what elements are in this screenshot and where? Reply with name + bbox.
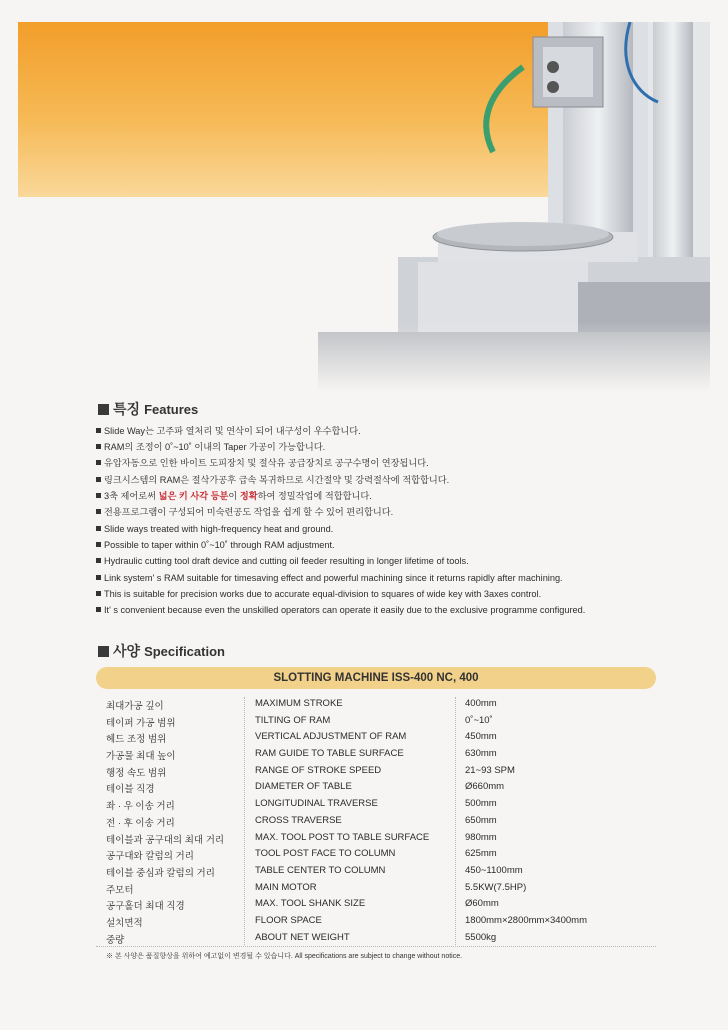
list-item: Hydraulic cutting tool draft device and cutting oil feeder resulting in longer lifetime of tools. — [96, 553, 585, 569]
spec-value: 1800mm×2800mm×3400mm — [465, 914, 587, 926]
spec-label-en: MAIN MOTOR — [255, 881, 317, 893]
spec-value: 450~1100mm — [465, 864, 523, 876]
spec-value: 500mm — [465, 798, 497, 810]
table-row — [96, 831, 656, 848]
spec-label-ko: 테이블 중심과 칼럼의 거리 — [106, 867, 215, 879]
table-row — [96, 764, 656, 781]
spec-label-en: TOOL POST FACE TO COLUMN — [255, 848, 396, 860]
spec-label-ko: 설치면적 — [106, 917, 143, 929]
spec-value: 650mm — [465, 814, 497, 826]
spec-label-en: CROSS TRAVERSE — [255, 814, 342, 826]
spec-value: 980mm — [465, 831, 497, 843]
disclaimer-note: ※ 본 사양은 품질향상을 위하여 예고없이 변경될 수 있습니다. All specifications are subject to change without notice. — [106, 953, 463, 960]
spec-value: 5500kg — [465, 931, 497, 943]
specification-title-ko: 사양 — [113, 644, 141, 660]
spec-label-en: ABOUT NET WEIGHT — [255, 931, 350, 943]
highlight-text: 정확 — [239, 490, 258, 501]
table-row — [96, 847, 656, 864]
table-row — [96, 931, 656, 948]
table-row — [96, 864, 656, 881]
features-list-ko — [96, 423, 449, 520]
specification-heading — [98, 641, 225, 661]
table-row — [96, 881, 656, 898]
spec-label-en: TABLE CENTER TO COLUMN — [255, 864, 386, 876]
spec-value: 400mm — [465, 698, 497, 709]
spec-label-ko: 테이블과 공구대의 최대 거리 — [106, 834, 225, 846]
table-row — [96, 714, 656, 731]
spec-label-ko: 가공물 최대 높이 — [106, 751, 176, 763]
spec-value: 625mm — [465, 848, 497, 860]
spec-value: 0˚~10˚ — [465, 714, 493, 726]
spec-label-en: RAM GUIDE TO TABLE SURFACE — [255, 748, 404, 760]
spec-label-en: MAX. TOOL POST TO TABLE SURFACE — [255, 831, 430, 843]
spec-label-ko: 행정 속도 범위 — [106, 767, 167, 779]
features-list-en — [96, 521, 585, 618]
highlight-text: 넓은 키 사각 등분 — [158, 490, 229, 501]
features-title-ko: 특징 — [113, 402, 141, 418]
list-item: This is suitable for precision works due to accurate equal-division to squares of wide key with 3axes control. — [96, 586, 585, 602]
list-item: RAM의 조정이 0˚~10˚ 이내의 Taper 가공이 가능합니다. — [96, 439, 449, 455]
table-row — [96, 747, 656, 764]
table-row — [96, 797, 656, 814]
spec-value: 630mm — [465, 748, 497, 760]
spec-label-en: LONGITUDINAL TRAVERSE — [255, 798, 378, 810]
section-square-icon — [98, 646, 109, 657]
list-item: Link system' s RAM suitable for timesaving effect and powerful machining since it returns rapidly after machining. — [96, 570, 585, 586]
spec-label-en: VERTICAL ADJUSTMENT OF RAM — [255, 731, 407, 743]
spec-label-ko: 최대가공 깊이 — [106, 701, 164, 712]
spec-label-ko: 주모터 — [106, 884, 134, 896]
machine-photo — [18, 22, 710, 392]
spec-value: Ø60mm — [465, 898, 499, 910]
spec-value: 5.5KW(7.5HP) — [465, 881, 527, 893]
spec-label-ko: 헤드 조정 범위 — [106, 734, 167, 746]
list-item: 3축 제어로써 넓은 키 사각 등분이 정확하여 정밀작업에 적합합니다. — [96, 488, 449, 504]
table-row — [96, 780, 656, 797]
spec-label-ko: 중량 — [106, 934, 125, 946]
spec-label-en: FLOOR SPACE — [255, 914, 322, 926]
spec-table — [96, 697, 656, 947]
spec-label-ko: 좌 · 우 이송 거리 — [106, 801, 175, 813]
specification-title-en: Specification — [144, 643, 225, 659]
spec-label-en: MAX. TOOL SHANK SIZE — [255, 898, 366, 910]
spec-label-ko: 테이블 직경 — [106, 784, 155, 796]
table-row — [96, 697, 656, 714]
list-item: 전용프로그램이 구성되어 미숙련공도 작업을 쉽게 할 수 있어 편리합니다. — [96, 504, 449, 520]
list-item: It' s convenient because even the unskilled operators can operate it easily due to the exclusive programme configured. — [96, 602, 585, 618]
list-item: Slide ways treated with high-frequency heat and ground. — [96, 521, 585, 537]
spec-value: 21~93 SPM — [465, 764, 515, 776]
spec-label-ko: 공구대와 칼럼의 거리 — [106, 851, 194, 863]
section-square-icon — [98, 404, 109, 415]
spec-label-en: DIAMETER OF TABLE — [255, 781, 352, 793]
features-heading — [98, 399, 198, 419]
spec-label-en: MAXIMUM STROKE — [255, 698, 343, 709]
spec-label-ko: 테이퍼 가공 범위 — [106, 717, 176, 729]
table-bottom-rule — [96, 946, 656, 947]
table-row — [96, 914, 656, 931]
spec-label-ko: 전 · 후 이송 거리 — [106, 817, 175, 829]
table-row — [96, 814, 656, 831]
features-title-en: Features — [144, 401, 199, 417]
table-row — [96, 897, 656, 914]
list-item: Possible to taper within 0˚~10˚ through RAM adjustment. — [96, 537, 585, 553]
spec-value: 450mm — [465, 731, 497, 743]
model-banner: SLOTTING MACHINE ISS-400 NC, 400 — [96, 667, 656, 689]
table-row — [96, 730, 656, 747]
list-item: Slide Way는 고주파 열처리 및 연삭이 되어 내구성이 우수합니다. — [96, 423, 449, 439]
spec-label-en: TILTING OF RAM — [255, 714, 331, 726]
spec-label-en: RANGE OF STROKE SPEED — [255, 764, 382, 776]
spec-value: Ø660mm — [465, 781, 505, 793]
spec-label-ko: 공구홀더 최대 직경 — [106, 901, 185, 913]
list-item: 유압자동으로 인한 바이트 도피장치 및 절삭유 공급장치로 공구수명이 연장됩니다. — [96, 455, 449, 471]
list-item: 링크시스템의 RAM은 절삭가공후 급속 복귀하므로 시간절약 및 강력절삭에 적합합니다. — [96, 472, 449, 488]
